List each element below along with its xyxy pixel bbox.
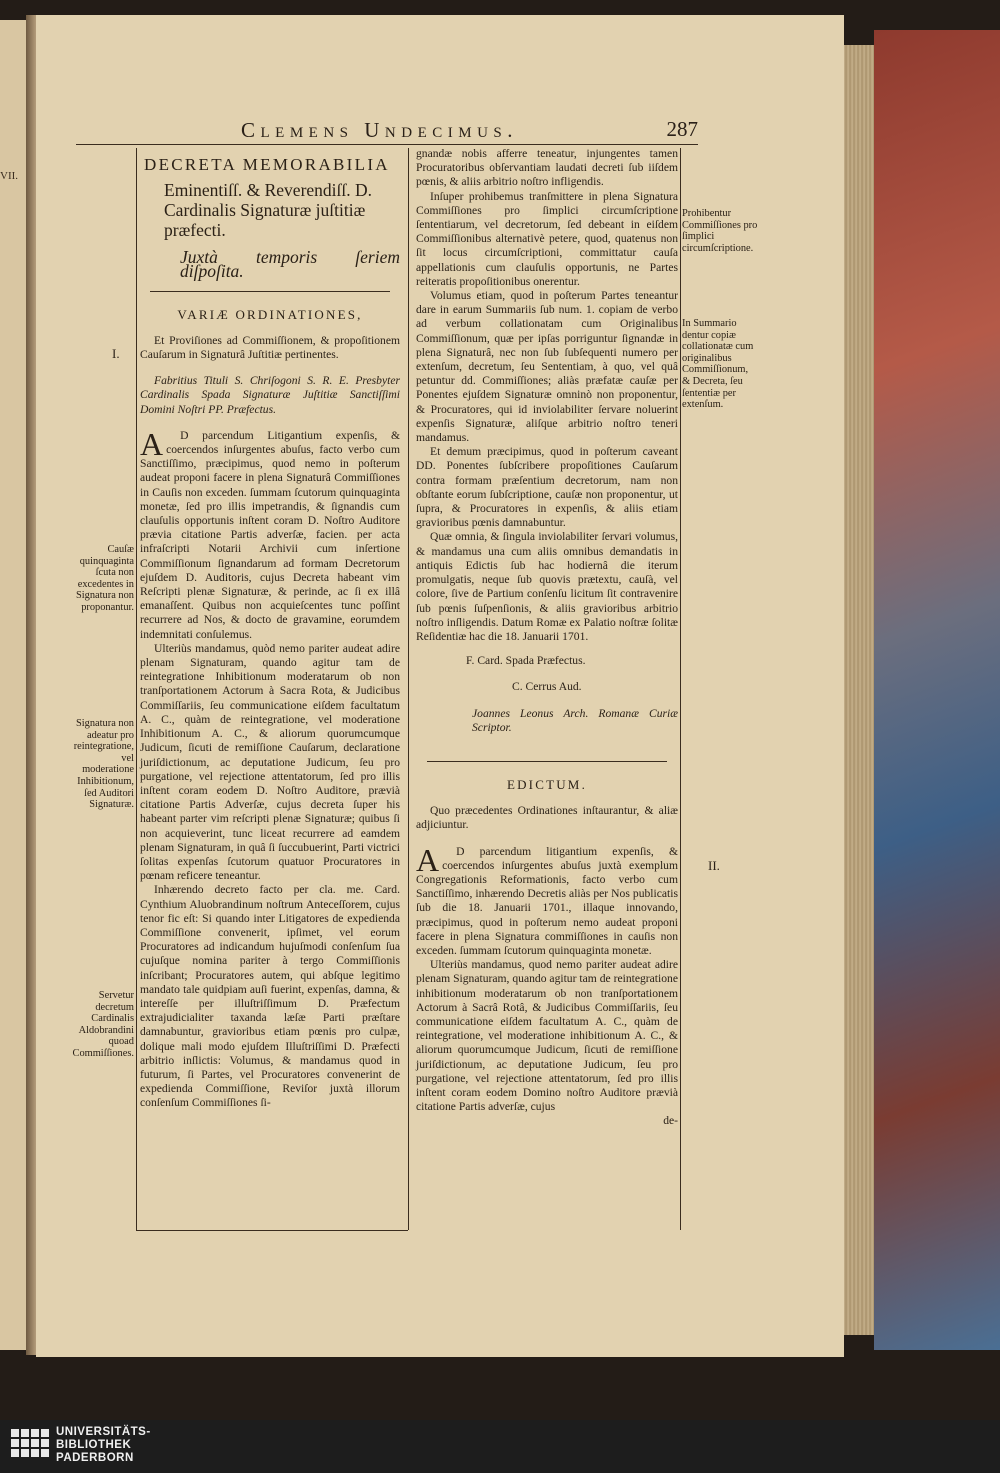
paragraph: Ulteriùs mandamus, quod nemo pariter audeat adire plenam Signaturam, quando agitur tam de reintegratione inhibitionum moderatarum ob non tranſportationem Actorum à Sacrâ Rotâ, & Judicibus Commiſſariis, ſeu communicatione eiſdem facultatum A. C., quàm de reintegratione, vel moderatione inhibitionum A. C., & aliorum quorumcumque Judicum, ſicuti de remiſſione juriſdictionum, ac deputatione Judicum, ſeu pro purgatione, vel rejectione attentatorum, ſed pro illis inſtent coram eodem Domino noſtro Auditore prævià citatione Partis adverſæ, cujus xyxy=(416,958,678,1114)
catchword: de- xyxy=(663,1114,678,1128)
section-heading: EDICTUM. xyxy=(506,776,588,792)
decree-title: DECRETA MEMORABILIA xyxy=(144,155,390,174)
margin-note: Cauſæ quinquaginta ſcuta non excedentes in Signatura non proponantur. xyxy=(75,544,134,613)
paragraph: Inſuper prohibemus tranſmittere in plena Signatura Commiſſiones pro ſimplici circumſcriptione ſententiarum, vel decretorum, ſed debeant in eiſdem Commiſſionibus alternativè petere, quod, quatenus non ſit locus circumſcriptioni, committatur cauſa appellationis cum clauſulis opportunis, ne Partes reiteratis propoſitionibus onerentur. xyxy=(416,189,678,288)
section-subheading: Et Proviſiones ad Commiſſionem, & propoſitionem Cauſarum in Signaturâ Juſtitiæ pertinentes. xyxy=(140,333,400,362)
signature-auditor: C. Cerrus Aud. xyxy=(512,680,582,694)
column-divider xyxy=(408,148,409,1230)
marbled-cover xyxy=(874,30,1000,1350)
section-rule xyxy=(427,761,667,762)
page-edges xyxy=(844,45,874,1335)
paragraph: A D parcendum litigantium expenſis, & coercendos inſurgentes abuſus juxtà exemplum Congregationis Reformationis, facto verbo cum Sanctiſſimo, inhærendo Decretis aliàs per Nos publicatis ſub die 18. Januarii 1701., illaque innovando, præcipimus, quod in poſterum nemo audeat proponi facere in plena Signatura commiſſiones in cauſis non exceden. ſummam ſcutorum quinquaginta monetæ. xyxy=(416,845,678,959)
book-gutter xyxy=(26,15,36,1355)
paragraph: Volumus etiam, quod in poſterum Partes teneantur dare in earum Summariis ſub num. 1. copiam de verbo ad verbum collationatam cum Originalibus Commiſſionum, quæ per ipſas porriguntur ſignandæ in plena Signaturâ, nec non ſub ſubſequenti numero per extenſum, decretum, ſeu Sententiam, à quo, vel quâ petuntur dd. Commiſſiones; aliàs præfatæ cauſæ per Ponentes ejuſdem Signaturæ omninò non proponentur, & Procuratores, qui id inviolabiliter ſervare noluerint expenſis Signaturæ, aliſque arbitrio noſtro teneri mandamus. xyxy=(416,289,678,445)
signatory-line: Fabritius Tituli S. Chriſogoni S. R. E. Presbyter Cardinalis Spada Signaturæ Juſtitiæ Sanctiſſimi Domini Noſtri PP. Præfectus. xyxy=(140,374,400,416)
decree-subtitle: Eminentiſſ. & Reverendiſſ. D. Cardinalis Signaturæ juſtitiæ præfecti. xyxy=(164,180,373,241)
column-frame-left xyxy=(136,148,137,1230)
column-frame-right xyxy=(680,148,681,1230)
paragraph: Quæ omnia, & ſingula inviolabiliter ſervari volumus, & mandamus una cum aliis omnibus demandatis in antiquis Edictis ſub hac hodiernâ die iterum promulgatis, neque ſub quovis prætextu, cauſà, vel colore, ſive de Partium conſenſu licitum ſit contravenire ſub pœnis ſuſpenſionis, & aliis gravioribus arbitrio noſtro inſligendis. Datum Romæ ex Palatio noſtræ ſolitæ Reſidentiæ hac die 18. Januarii 1701. xyxy=(416,530,678,643)
column-left xyxy=(140,152,400,1111)
decree-arrangement: Juxtà temporis ſeriem diſpoſita. xyxy=(180,247,400,282)
margin-note: Prohibentur Commiſſiones pro ſimplici circumſcriptione. xyxy=(682,208,758,254)
library-logo-icon xyxy=(10,1428,50,1468)
column-frame-bottom xyxy=(136,1230,408,1231)
section-number: II. xyxy=(708,858,720,873)
section-number: I. xyxy=(112,346,120,361)
paragraph: gnandæ nobis afferre teneatur, injungentes tamen Procuratoribus obſervantiam laudati decreti ſub iiſdem pœnis, & aliis arbitrio noſtro infligendis. xyxy=(416,147,678,189)
paragraph: Et demum præcipimus, quod in poſterum caveant DD. Ponentes ſubſcribere propoſitiones Cauſarum contra formam præſentium decretorum, nam non obſtante eorum ſubſcriptione, cauſæ non proponentur, ut ſupra, & Procuratores in expenſis, & aliis etiam gravioribus pœnis damnabuntur. xyxy=(416,445,678,530)
page-number: 287 xyxy=(666,117,698,141)
section-rule xyxy=(150,291,390,292)
paragraph: Inhærendo decreto facto per cla. me. Card. Cynthium Aluobrandinum noſtrum Anteceſſorem, cujus tenor fic eſt: Si quando inter Litigatores de expedienda Commiſſione convenerit, ipſimet, vel eorum Procuratores ad indicandum hujuſmodi conſenſum ſua cujuſque nomina pariter à tergo Commiſſionis inſcribant; Procuratores autem, qui abſque legitimo mandato tale quidpiam auſi fuerint, expenſas, damna, & intereſſe per illuſtriſſimum D. Præfectum extrajudicialiter taxanda læſæ Parti præſtare damnabuntur, gravioribus etiam pœnis pro culpæ, dolique mali modo ejuſdem Illuſtriſſimi D. Præfecti arbitrio inſlictis: Volumus, & mandamus quod in futurum, ſi Partes, vel Procuratores convenerint de expedienda Commiſſione, Reviſor juxtà illorum conſenſum Commiſſiones ſi- xyxy=(140,883,400,1110)
margin-note: In Summario dentur copiæ collationatæ cum originalibus Commiſſionum, & Decreta, ſeu ſententiæ per extenſum. xyxy=(682,318,754,411)
column-right xyxy=(416,147,678,1129)
drop-cap: A xyxy=(140,425,164,462)
library-name: UNIVERSITÄTS- BIBLIOTHEK PADERBORN xyxy=(56,1426,151,1464)
margin-note: Servetur decretum Cardinalis Aldobrandini quoad Commiſſiones. xyxy=(72,990,134,1059)
section-subheading: Quo præcedentes Ordinationes inſtaurantur, & aliæ adjiciuntur. xyxy=(416,804,678,832)
drop-cap: A xyxy=(416,841,440,878)
running-title: Clemens Undecimus. xyxy=(241,118,519,142)
left-page-edge xyxy=(0,20,28,1350)
signature-prefect: F. Card. Spada Præfectus. xyxy=(466,654,586,668)
running-header xyxy=(76,116,698,145)
section-heading: VARIÆ ORDINATIONES, xyxy=(177,306,363,322)
paragraph: Ulteriùs mandamus, quòd nemo pariter audeat adire plenam Signaturam, quando agitur tam de reintegratione Inhibitionum moderatarum ob non tranſportationem Actorum à Sacra Rota, & Judicibus Commiſſariis, ſeu communicatione eiſdem facultatum A. C., quàm de reintegratione, vel moderatione Inhibitionum A. C., & aliorum quorumcumque Judicum, ſicuti de remiſſione Cauſarum, declaratione juriſdictionum, ac deputatione Judicum, ſeu pro purgatione, vel rejectione attentatorum, ſed pro illis inſtent coram eodem D. Noſtro Auditore, prævià citatione Partis Adverſæ, cujus decreta ſuper his habeant parter vim reſcripti plenæ Signaturæ; quibus ſi non acquieverint, tunc liceat recurrere ad eamdem plenam Signaturam, in quâ ſi ſuccubuerint, Parti victrici ſolitas expenſas ſcutorum quatuor Procuratores in pœnam reficere teneantur. xyxy=(140,641,400,883)
left-page-fragment: VII. xyxy=(0,170,19,182)
margin-note: Signatura non adeatur pro reintegratione, vel moderatione Inhibitionum, ſed Auditori Signaturæ. xyxy=(73,718,134,811)
library-footer xyxy=(0,1420,1000,1473)
paragraph: A D parcendum Litigantium expenſis, & coercendos inſurgentes abuſus, facto verbo cum Sanctiſſimo, præcipimus, quod nemo in poſterum audeat proponi facere in plena Signaturâ Commiſſiones in Cauſis non exceden. ſummam ſcutorum quinquaginta monetæ, ſed pro illis impetrandis, & ſignandis cum clauſulis opportunis inſtent coram D. Noſtro Auditore prævia citatione Partis adverſæ, facien. per acta infraſcripti Notarii Archivii cum inſertione Commiſſionum ſignandarum ad formam Decretorum ejuſdem D. Auditoris, cujus Decreta habeant vim Reſcripti plenæ Signaturæ, & perinde, ac ſi ex illâ emanaſſent. Quibus non acquieſcentes tunc poſſint recurrere ad Nos, & docto de gravamine, eorumdem indemnitati conſulemus. xyxy=(140,429,400,642)
signature-scriptor: Joannes Leonus Arch. Romanæ Curiæ Scriptor. xyxy=(472,706,678,734)
